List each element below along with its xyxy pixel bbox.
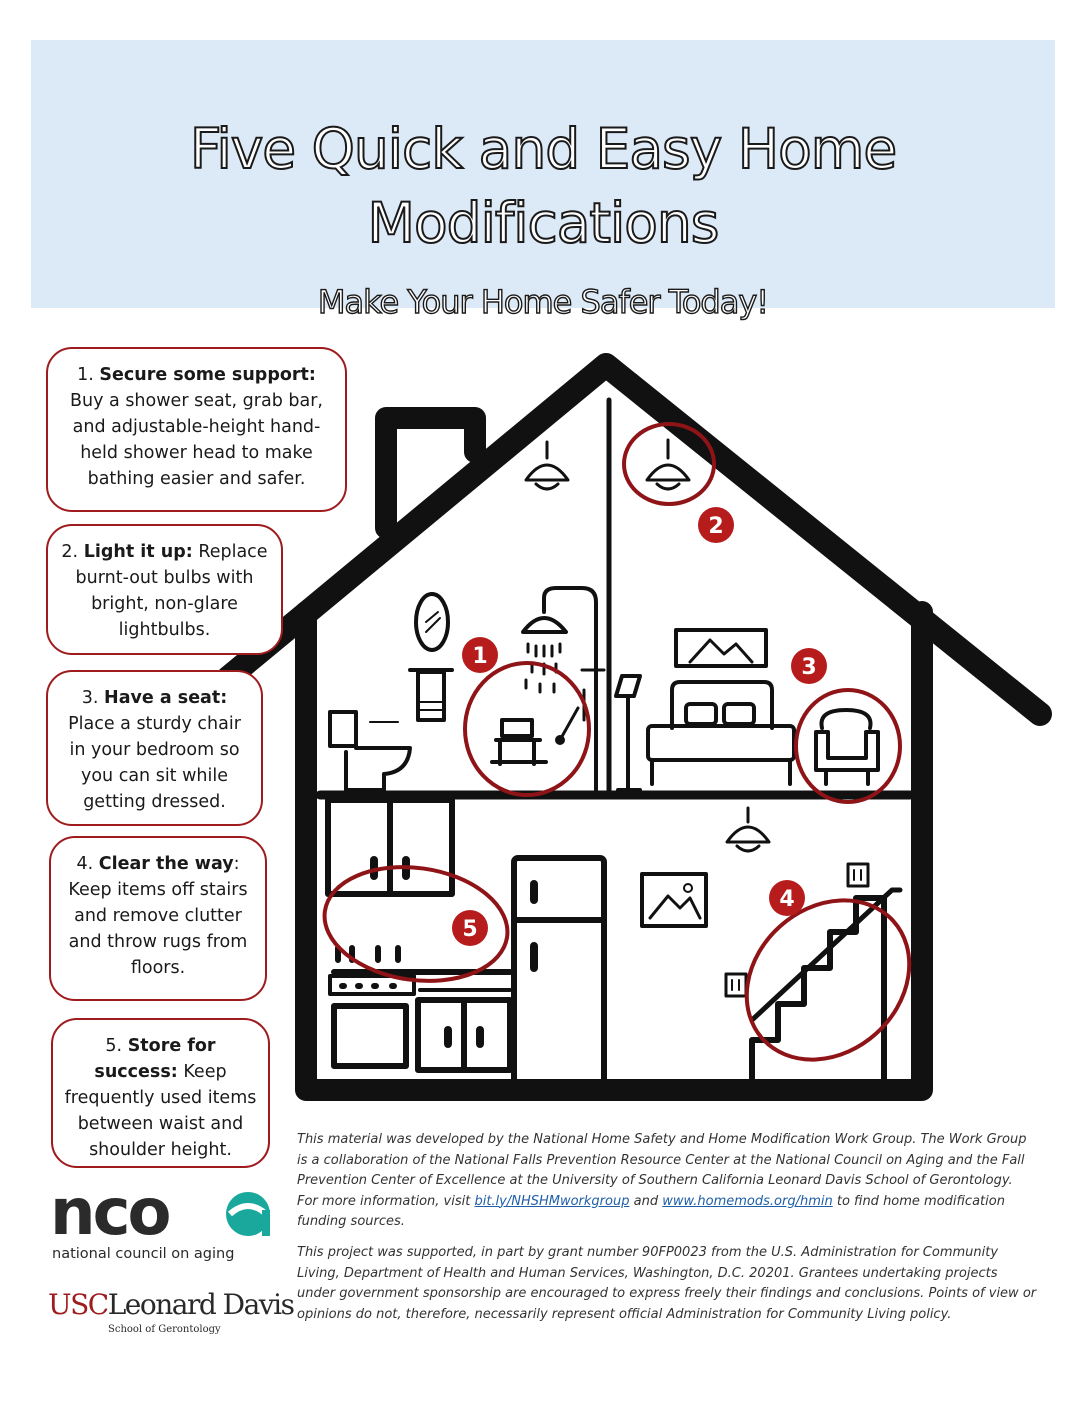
bed-icon — [648, 682, 794, 784]
footer-intro-text: This material was developed by the National Home Safety and Home Modification Work Group. The Work Group is a collaboration of the National Falls Prevention Resource Center at the National Council on Aging and the Fall Prevention Center of Excellence at the University of Southern California Leonard Davis School of Gerontology. For more information, visit — [297, 1132, 1027, 1209]
refrigerator-icon — [514, 858, 604, 1086]
svg-text:2: 2 — [708, 514, 724, 539]
light-switch-icon — [726, 974, 746, 996]
highlight-circle-stairs — [714, 868, 941, 1093]
wall-picture-icon — [642, 874, 706, 926]
light-switch-icon — [848, 864, 868, 886]
svg-text:1: 1 — [472, 644, 488, 669]
ceiling-light-downstairs — [727, 808, 769, 851]
picture-frame-icon — [676, 630, 766, 666]
footer-paragraph-1 — [297, 1130, 1037, 1233]
tip-1-text: Buy a shower seat, grab bar, and adjustable-height hand-held shower head to make bathing easier and safer. — [70, 391, 323, 489]
marker-5 — [452, 910, 488, 946]
tip-5-heading: Store for success: — [94, 1036, 216, 1082]
ncoa-logo-subtitle: national council on aging — [52, 1246, 235, 1262]
tip-2-heading: Light it up: — [83, 542, 193, 562]
tip-1-box — [46, 347, 347, 512]
towel-icon — [418, 672, 444, 720]
floor-lamp-icon — [616, 676, 640, 790]
tip-3-text: Place a sturdy chair in your bedroom so you can sit while getting dressed. — [68, 714, 241, 812]
usc-logo-name: Leonard Davis — [107, 1288, 294, 1321]
tip-4-text: Keep items off stairs and remove clutter and throw rugs from floors. — [68, 880, 248, 978]
marker-4 — [769, 880, 805, 916]
toilet-icon — [330, 712, 410, 790]
marker-3 — [791, 648, 827, 684]
footer-paragraph-2: This project was supported, in part by grant number 90FP0023 from the U.S. Administration for Community Living, Department of Health and Human Services, Washington, D.C. 20201. Grantees undertaking projects under government sponsorship are encouraged to express freely their findings and conclusions. Points of view or opinions do not, therefore, necessarily represent official Administration for Community Living policy. — [297, 1245, 1037, 1322]
tip-2-number: 2. — [61, 542, 79, 562]
tip-4-box — [49, 836, 267, 1001]
tip-4-heading: Clear the way — [98, 854, 234, 874]
tip-5-text: Keep frequently used items between waist and shoulder height. — [64, 1062, 257, 1160]
page-subtitle: Make Your Home Safer Today! — [317, 283, 769, 321]
svg-text:3: 3 — [801, 655, 817, 680]
tip-3-box — [46, 670, 263, 826]
tip-1-number: 1. — [77, 365, 94, 385]
ceiling-light-bedroom — [647, 440, 689, 489]
tip-4-number: 4. — [76, 854, 94, 874]
tip-5-box — [51, 1018, 270, 1168]
svg-text:4: 4 — [779, 887, 795, 912]
svg-text:5: 5 — [462, 917, 478, 942]
usc-logo-subtitle: School of Gerontology — [108, 1324, 221, 1335]
ceiling-light-left — [526, 442, 568, 489]
tip-5-number: 5. — [105, 1036, 123, 1056]
shower-seat-icon — [492, 720, 546, 764]
tip-4-colon: : — [233, 854, 240, 874]
tip-3-heading: Have a seat: — [104, 688, 228, 708]
marker-1 — [462, 637, 498, 673]
usc-logo-wordmark — [48, 1288, 294, 1321]
mirror-icon — [416, 594, 448, 650]
marker-2 — [698, 507, 734, 543]
ncoa-logo-mark-icon — [218, 1190, 284, 1240]
highlight-circle-chair — [796, 690, 900, 802]
house-walls — [306, 612, 922, 1090]
footer-and-text: and — [629, 1193, 663, 1209]
tip-3-number: 3. — [81, 688, 99, 708]
tip-2-box — [46, 524, 283, 655]
usc-leonard-davis-logo — [48, 1288, 294, 1348]
footer-end-text: to find home modification funding sources. — [297, 1193, 1005, 1229]
usc-logo-prefix: USC — [48, 1288, 108, 1321]
tip-2-text: Replace burnt-out bulbs with bright, non-glare lightbulbs. — [75, 542, 268, 640]
ncoa-logo-wordmark: nco — [50, 1176, 169, 1250]
ncoa-logo — [50, 1176, 250, 1271]
workgroup-link[interactable]: bit.ly/NHSHMworkgroup — [474, 1193, 630, 1209]
homemods-link[interactable]: www.homemods.org/hmin — [662, 1193, 833, 1209]
page-title: Five Quick and Easy Home Modifications — [189, 117, 897, 255]
armchair-icon — [816, 710, 878, 784]
tip-1-heading: Secure some support: — [99, 365, 316, 385]
